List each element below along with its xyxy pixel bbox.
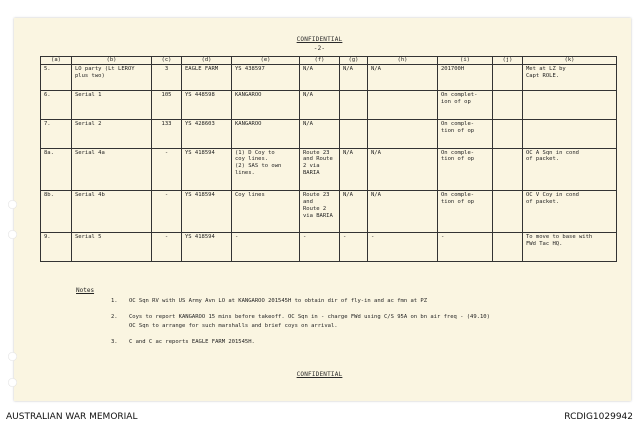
table-cell-i: On comple- tion of op [438,148,493,190]
table-cell-e: (1) D Coy to coy lines. (2) SAS to own lines. [232,148,300,190]
movement-table [40,56,617,262]
table-cell-d: YS 418594 [182,148,232,190]
table-cell-d: YS 418594 [182,233,232,262]
table-cell-k: OC A Sqn in cond of packet. [523,148,617,190]
table-row [41,190,617,232]
punch-hole [8,200,17,209]
table-cell-d: YS 418594 [182,190,232,232]
table-cell-b: Serial 5 [72,233,152,262]
table-cell-f: N/A [300,119,340,148]
table-cell-j [493,148,523,190]
table-cell-b: Serial 4a [72,148,152,190]
column-header: (k) [523,57,617,65]
notes-title: Notes [76,287,95,294]
table-cell-b: LO party (Lt LEROY plus two) [72,64,152,90]
table-cell-g: N/A [340,190,368,232]
column-header: (b) [72,57,152,65]
credit-source: AUSTRALIAN WAR MEMORIAL [6,412,138,422]
table-row [41,148,617,190]
table-cell-h: N/A [368,64,438,90]
table-cell-h: - [368,233,438,262]
table-cell-a: 9. [41,233,72,262]
note-number: 2. [111,314,118,320]
page-number: -2- [313,45,326,52]
table-cell-f: Route 23 and Route 2 via BARIA [300,190,340,232]
table-cell-e: - [232,233,300,262]
table-cell-c: 3 [152,64,182,90]
table-cell-g: N/A [340,148,368,190]
table-cell-e: KANGAROO [232,91,300,120]
table-cell-f: Route 23 and Route 2 via BARIA [300,148,340,190]
table-cell-j [493,190,523,232]
column-header: (i) [438,57,493,65]
table-cell-k [523,119,617,148]
table-cell-j [493,119,523,148]
table-cell-i: - [438,233,493,262]
table-cell-a: 7. [41,119,72,148]
table-cell-e: YS 438597 [232,64,300,90]
column-header: (f) [300,57,340,65]
note-text: OC Sqn RV with US Army Avn LO at KANGAROO 201545H to obtain dir of fly-in and ac fmn at PZ [129,298,428,304]
table-cell-a: 6. [41,91,72,120]
table-cell-f: N/A [300,64,340,90]
table-cell-g: - [340,233,368,262]
table-cell-k: OC V Coy in cond of packet. [523,190,617,232]
table-cell-e: Coy lines [232,190,300,232]
table-cell-d: YS 448598 [182,91,232,120]
table-cell-i: On comple- tion of op [438,190,493,232]
table-cell-f: N/A [300,91,340,120]
table-cell-h [368,119,438,148]
table-cell-d: EAGLE FARM [182,64,232,90]
punch-hole [8,352,17,361]
table-cell-a: 8b. [41,190,72,232]
table-cell-h: N/A [368,148,438,190]
table-row [41,119,617,148]
table-cell-i: On complet- ion of op [438,91,493,120]
note-number: 3. [111,339,118,345]
table-cell-b: Serial 1 [72,91,152,120]
table-cell-g [340,91,368,120]
column-header: (a) [41,57,72,65]
table-cell-k: To move to base with FWd Tac HQ. [523,233,617,262]
table-cell-c: - [152,190,182,232]
table-cell-h: N/A [368,190,438,232]
table-row [41,64,617,90]
table-cell-d: YS 428603 [182,119,232,148]
note-text: C and C ac reports EAGLE FARM 201545H. [129,339,255,345]
column-header: (h) [368,57,438,65]
table-cell-j [493,233,523,262]
table-cell-e: KANGAROO [232,119,300,148]
table-cell-k [523,91,617,120]
column-header: (j) [493,57,523,65]
note-number: 1. [111,298,118,304]
table-cell-b: Serial 4b [72,190,152,232]
table-cell-c: - [152,233,182,262]
classification-header: CONFIDENTIAL [296,36,343,43]
table-cell-i: On comple- tion of op [438,119,493,148]
column-header: (d) [182,57,232,65]
note-text: Coys to report KANGAROO 15 mins before takeoff. OC Sqn in - charge FWd using C/S 95A on bn air freq - (49.10) [129,314,490,320]
note-text: OC Sqn to arrange for such marshalls and brief coys on arrival. [129,323,338,329]
table-header-row [41,57,617,65]
column-header: (g) [340,57,368,65]
column-header: (e) [232,57,300,65]
credit-id: RCDIG1029942 [564,412,633,422]
table-cell-a: 5. [41,64,72,90]
punch-hole [8,230,17,239]
table-cell-g [340,119,368,148]
column-header: (c) [152,57,182,65]
table-cell-k: Met at LZ by Capt ROLE. [523,64,617,90]
table-cell-i: 201700H [438,64,493,90]
table-cell-c: 105 [152,91,182,120]
table-cell-j [493,64,523,90]
table-cell-b: Serial 2 [72,119,152,148]
table-cell-f: - [300,233,340,262]
table-cell-a: 8a. [41,148,72,190]
table-row [41,233,617,262]
table-cell-g: N/A [340,64,368,90]
table-cell-c: - [152,148,182,190]
table-row [41,91,617,120]
punch-hole [8,378,17,387]
table-cell-c: 133 [152,119,182,148]
classification-footer: CONFIDENTIAL [296,371,343,378]
table-cell-j [493,91,523,120]
table-cell-h [368,91,438,120]
